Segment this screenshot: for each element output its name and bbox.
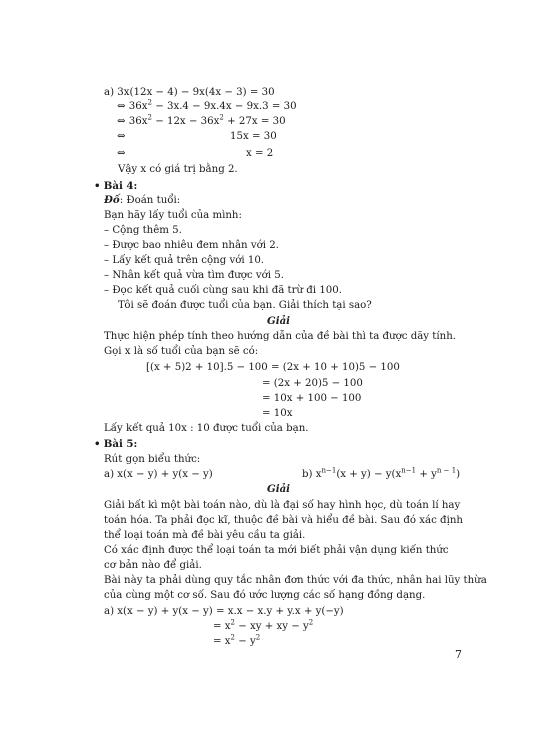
solution-heading: Giải bbox=[267, 315, 291, 327]
equation-line: = 10x bbox=[262, 408, 293, 419]
equation-line: x = 2 bbox=[246, 148, 274, 159]
conclusion-text: Vậy x có giá trị bằng 2. bbox=[118, 164, 238, 175]
paragraph-line: Có xác định được thể loại toán ta mới biết phải vận dụng kiến thức bbox=[104, 545, 449, 556]
list-item: – Cộng thêm 5. bbox=[104, 225, 182, 236]
equation-line: ⇔ $36x^2 - 3x.4 - 9x.4x - 9x.3 = 30$ bbox=[117, 98, 297, 112]
paragraph-line: Thực hiện phép tính theo hướng dẫn của đề bài thì ta được dãy tính. bbox=[104, 331, 457, 342]
section-heading: • Bài 4: bbox=[94, 180, 138, 192]
paragraph-line: Bài này ta phải dùng quy tắc nhân đơn thức với đa thức, nhân hai lũy thừa bbox=[104, 575, 487, 586]
equation-line: a) x(x − y) + y(x − y) = x.x − x.y + y.x + y(−y) bbox=[104, 606, 344, 617]
equation-line: = $x^2 - y^2$ bbox=[213, 633, 261, 647]
paragraph-line: Tôi sẽ đoán được tuổi của bạn. Giải thích tại sao? bbox=[118, 300, 372, 311]
list-item: – Được bao nhiêu đem nhân với 2. bbox=[104, 240, 279, 251]
list-item: – Đọc kết quả cuối cùng sau khi đã trừ đi 100. bbox=[104, 285, 343, 296]
equation-line: [(x + 5)2 + 10].5 − 100 = (2x + 10 + 10)5 − 100 bbox=[146, 362, 400, 373]
solution-heading: Giải bbox=[267, 483, 291, 495]
equivalence-arrow: ⇔ bbox=[117, 148, 126, 159]
equation-line: ⇔ $36x^2 - 12x - 36x^2 + 27x = 30$ bbox=[117, 113, 286, 127]
conclusion-text: Lấy kết quả 10x : 10 được tuổi của bạn. bbox=[104, 423, 309, 434]
paragraph-line: thể loại toán mà đề bài yêu cầu ta giải. bbox=[104, 530, 306, 541]
equation-line: = $x^2$ − xy + xy − $y^2$ bbox=[213, 618, 314, 632]
page-number: 7 bbox=[455, 648, 462, 661]
paragraph-line: toán hóa. Ta phải đọc kĩ, thuộc đề bài và hiểu đề bài. Sau đó xác định bbox=[104, 515, 463, 526]
equation-line: 15x = 30 bbox=[230, 131, 277, 142]
equation-line: a) 3x(12x − 4) − 9x(4x − 3) = 30 bbox=[104, 87, 275, 98]
equivalence-arrow: ⇔ bbox=[117, 131, 126, 142]
exercise-part-b: b) $x^{n-1}(x + y) - y(x^{n-1} + y^{n - 1})$ bbox=[302, 466, 461, 480]
list-item: – Nhân kết quả vừa tìm được với 5. bbox=[104, 270, 284, 281]
paragraph-line: cơ bản nào để giải. bbox=[104, 560, 202, 571]
section-heading: • Bài 5: bbox=[94, 438, 138, 450]
paragraph-line: Bạn hãy lấy tuổi của mình: bbox=[104, 210, 242, 221]
paragraph-line: của cùng một cơ số. Sau đó ước lượng các số hạng đồng dạng. bbox=[104, 590, 426, 601]
equation-line: = 10x + 100 − 100 bbox=[262, 393, 362, 404]
list-item: – Lấy kết quả trên cộng với 10. bbox=[104, 255, 265, 266]
riddle-label: Đố: Đoán tuổi: bbox=[104, 194, 181, 206]
paragraph-line: Gọi x là số tuổi của bạn sẽ có: bbox=[104, 346, 259, 357]
paragraph-line: Giải bất kì một bài toán nào, dù là đại số hay hình học, dù toán lí hay bbox=[104, 500, 461, 511]
exercise-part-a: a) x(x − y) + y(x − y) bbox=[104, 469, 213, 480]
paragraph-line: Rút gọn biểu thức: bbox=[104, 454, 201, 465]
equation-line: = (2x + 20)5 − 100 bbox=[262, 378, 363, 389]
